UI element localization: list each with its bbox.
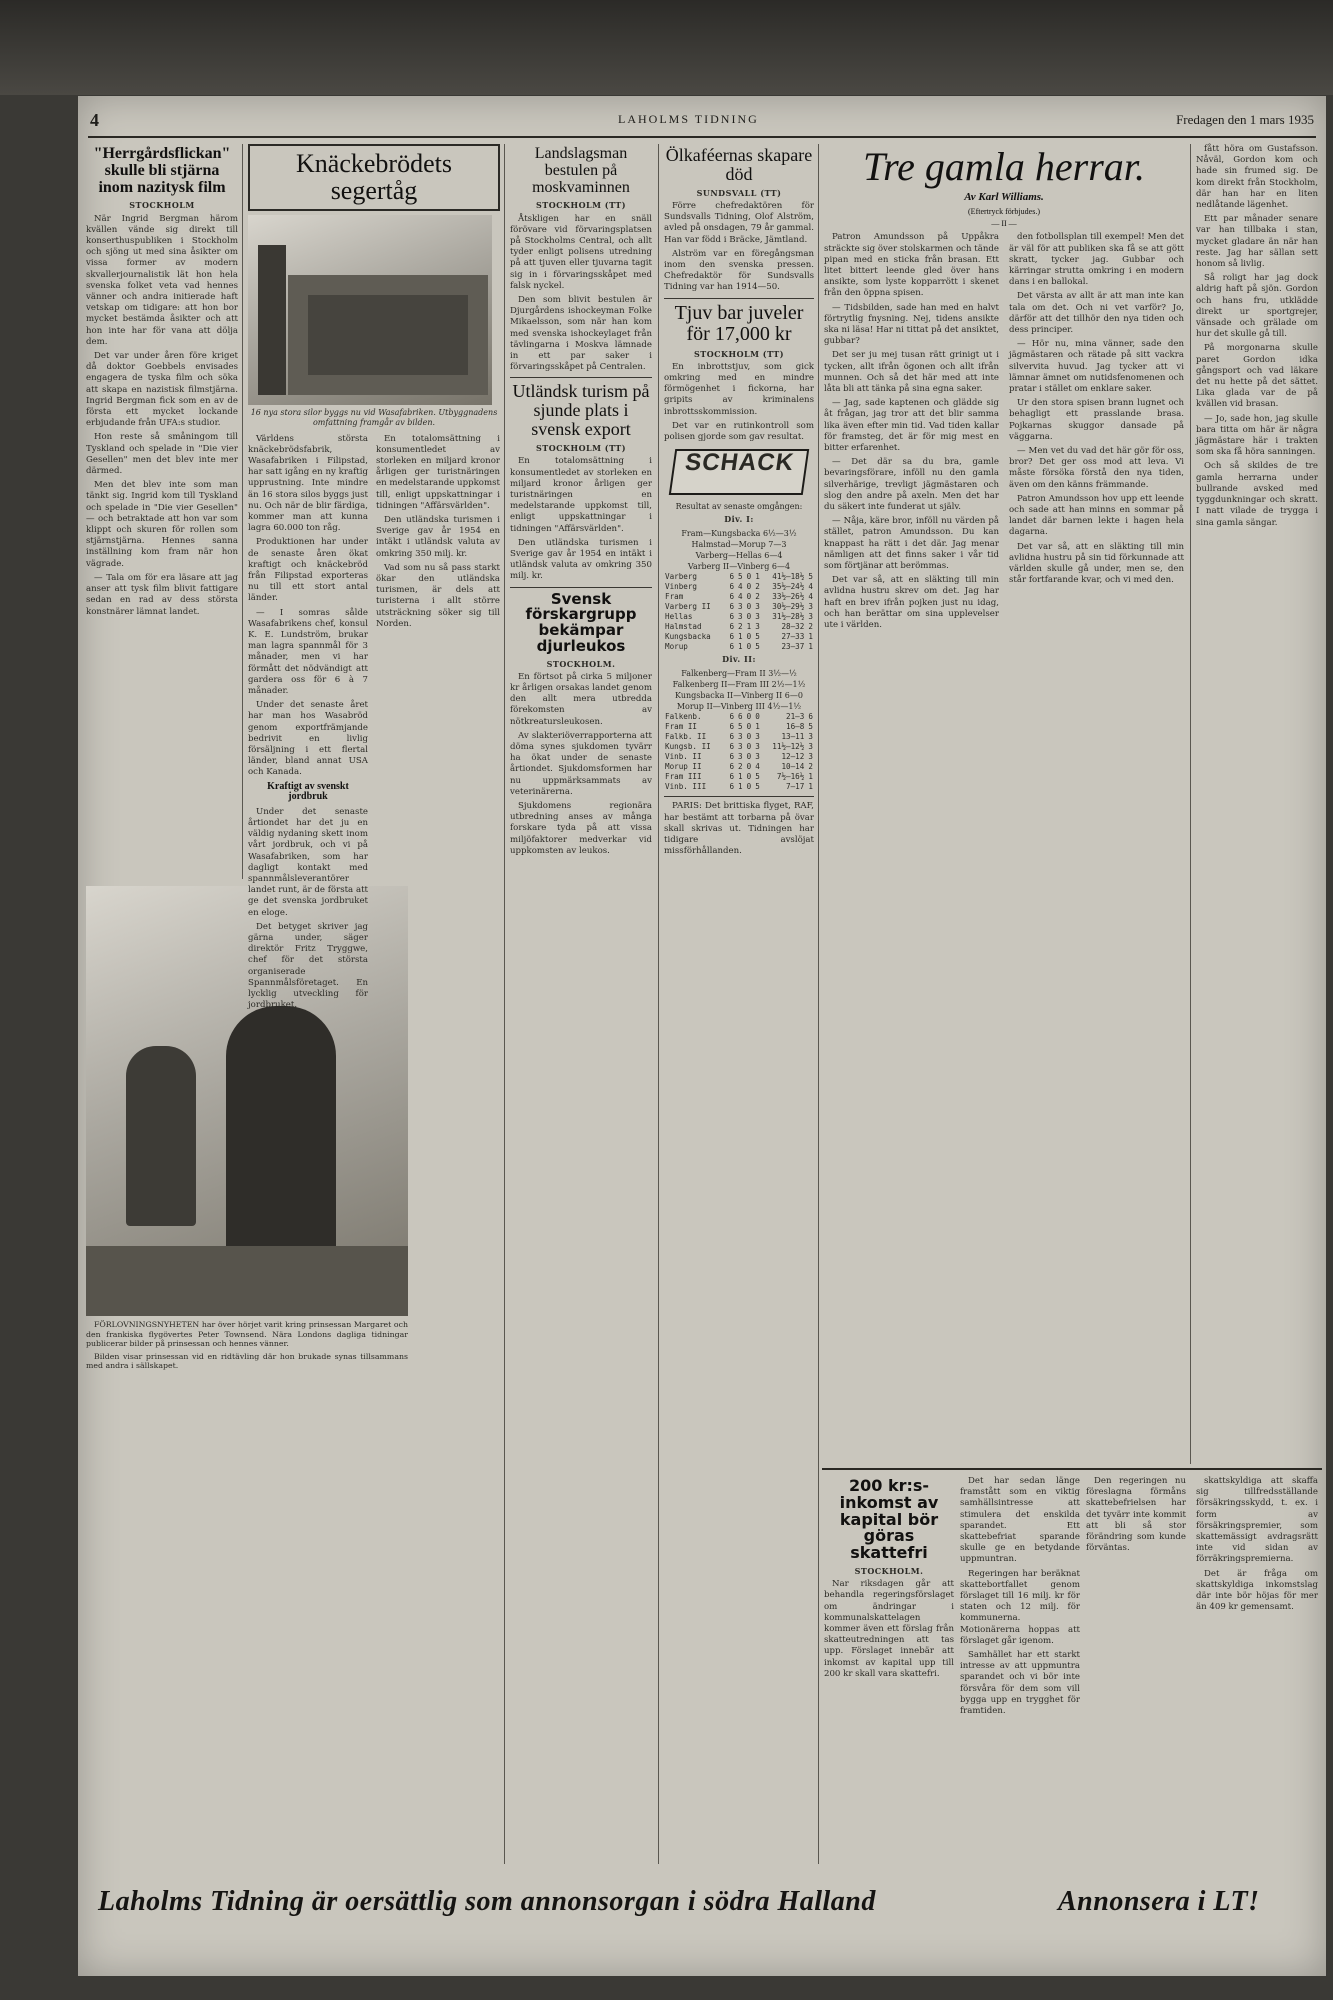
paragraph: Det är fråga om skattskyldiga inkomstslag där inte bör höjas för mer än 409 kr gemensamt. [1196,1568,1318,1613]
column-kapitalinkomst [824,1476,954,1866]
division-results [664,668,814,713]
paragraph: — Det där sa du bra, gamle bevaringsförare, inföll nu den gamla silverhärige, trevligt jägmästaren och slog den andre på axeln. Men det har du säkert inte funderat ut själv. [824,457,999,512]
standings-table-div2 [664,712,814,792]
article-title: Ölkaféernas skapare död [665,145,813,184]
stat-cell: 1 [738,632,743,642]
stat-cell: 31½—28½ [772,612,805,622]
headline-box [248,144,500,211]
stat-cell: 6 [729,742,735,752]
running-header [78,110,1326,132]
stat-cell: 6 [729,732,735,742]
paragraph: Det betyget skriver jag gärna under, säger direktör Fritz Tryggwe, chef för det största organiserade Spannmålsföretaget. En lycklig utveckling för jordbruket. [248,921,368,1011]
paragraph: Åtskligen har en snäll förövare vid förvaringsplatsen på Stockholms Central, och allt tyder enligt polisens utredning på att tjuven eller tjuvarna tagit sig in i förvaringsskåpet med falsk nyckel. [510,213,652,291]
stat-cell: 3 [755,742,760,752]
paragraph: Patron Amundsson hov upp ett leende och sade att han minns en sommar på landet där barnen lekte i hagen hela dagarna. [1009,493,1184,538]
stat-cell: 5 [755,632,760,642]
stat-cell: 33½—26½ [772,592,805,602]
silo-photo [248,215,492,405]
paragraph: Det var så, att en släkting till min avlidna hustru skrev om det. Jag har haft en brev ifrån pojken just nu idag, och han berättar om sina upplevelser ute i världen. [824,575,999,631]
dateline: STOCKHOLM (TT) [535,443,626,454]
paragraph: Den som blivit bestulen är Djurgårdens ishockeyman Folke Mikaelsson, som när han kom med svenska ishockeylaget från tävlingarna i Moskva lämnade in ett par saker i förvaringsskåpet på Centralen. [510,295,652,373]
paragraph: Ur den stora spisen brann lugnet och behagligt ett prasslande brasa. Pojkarnas skuggor dansade på väggarna. [1009,398,1184,442]
stat-cell: 35½—24½ [772,582,805,592]
stat-cell: 3 [808,742,813,752]
stat-cell: 6 [729,762,735,772]
paragraph: Den regeringen nu föreslagna förmåns skattebefrielsen har det tyvärr inte kommit att bli så stor förändring som kunde förväntas. [1086,1476,1186,1554]
stat-cell: 2 [808,762,813,772]
footer-advertisement [98,1886,1308,1926]
newspaper-page [78,96,1326,1976]
article-title: "Herrgårdsflickan" skulle bli stjärna inom nazitysk film [93,145,231,196]
copyright-note: (Eftertryck förbjudes.) [968,206,1040,216]
stat-cell: 0 [746,642,752,652]
byline: Av Karl Williams. [964,191,1044,203]
paragraph: Det var en rutinkontroll som polisen gjorde som gav resultat. [664,420,814,443]
paragraph: — Men vet du vad det här gör för oss, bror? Det ger oss mod att leva. Vi måste försöka förstå den nya tiden, även om den känns främmande. [1009,445,1184,490]
stat-cell: 7—17 [786,782,805,792]
paragraph: En totalomsättning i konsumentledet av storleken en miljard kronor årligen ger turistnäringen en medelstarande uppkomst till, enligt uppskattningar i tidningen "Affärsvärlden". [376,433,500,511]
stat-cell: 3 [808,612,813,622]
paragraph: Patron Amundsson på Uppåkra sträckte sig över stolskarmen och tände pipan med en sticka från brasan. Ett litet bittert leende gled över hans ansikte, som lyste kopparrött i skenet från den öppna spisen. [824,232,999,299]
stat-cell: 3 [755,622,760,632]
column-divider [658,144,659,1864]
stat-cell: 3 [808,752,813,762]
standings-row [664,772,814,782]
stat-cell: 6 [729,772,735,782]
stat-cell: 5 [738,572,743,582]
match-result: Varberg II—Vinberg 6—4 [687,562,791,572]
stat-cell: 0 [746,602,752,612]
stat-cell: 6 [729,582,735,592]
stat-cell: 6 [729,612,735,622]
paragraph: Det har sedan länge framstått som en viktig samhällsintresse att stimulera det enskilda sparandet. Ett skattebefriat sparande skulle ge en betydande uppmuntran. [960,1476,1080,1565]
stat-cell: 6 [729,622,735,632]
paragraph: Så roligt har jag dock aldrig haft på sjön. Gordon och hans fru, utklädde direkt ur sportgrejer, vänsade och grälade om hur det skulle gå till. [1196,273,1318,340]
paragraph: En totalomsättning i konsumentledet av storleken en miljard kronor årligen ger turistnäringen en medelstarande uppkomst till, enligt uppskattningar i tidningen "Affärsvärlden". [510,456,652,534]
paragraph: den fotbollsplan till exempel! Men det är väl för att publiken ska få se att gött skratt, tycker jag. Gubbar och kärringar strutta omkring i en modern dans i en ballokal. [1009,232,1184,288]
section-rule [822,1468,1322,1470]
paragraph: Av slakteriöverrapporterna att döma synes sjukdomen tyvärr ha ökat under de senaste årtiondet. Sjukdomsformen har nu uppmärksammats av veterinärerna. [510,730,652,797]
paragraph: PARIS: Det brittiska flyget, RAF, har bestämt att torbarna på övar skall skrivas ut. Tidningen har tidigare avslöjat missförhållanden. [664,801,814,857]
paragraph: Världens största knäckebrödsfabrik, Wasafabriken i Filipstad, har satt igång en ny kraftig upprustning. Inte mindre än 16 stora silos byggs just nu. Och när de blir färdiga, kommer man att kunna lagra 60.000 ton råg. [248,433,368,534]
paragraph: På morgonarna skulle paret Gordon idka gångsport och vad läkare det nu hette på det sättet. Lika glada var de på kvällen vid brasan. [1196,343,1318,410]
standings-row [664,742,814,752]
stat-cell: 5 [755,772,760,782]
stat-cell: 5 [808,722,813,732]
stat-cell: 3 [738,742,743,752]
team-name: Varberg II [665,602,711,612]
stat-cell: 1 [808,782,813,792]
match-result: Morup II—Vinberg III 4½—1½ [676,702,802,712]
match-result: Fram—Kungsbacka 6½—3½ [681,528,797,538]
paragraph: Det var under åren före kriget då doktor Goebbels envisades engagera de tyska film och söka att skapa en nazistisk filmstjärna. Ingrid Bergman fick som en av de första ett mycket lockande erbjudande från UFA:s studior. [86,351,238,429]
division-heading: Div. I: [724,514,754,525]
stat-cell: 0 [746,752,752,762]
stat-cell: 3 [755,612,760,622]
stat-cell: 0 [746,572,752,582]
division-heading: Div. II: [722,654,756,665]
article-title: Tjuv bar juveler för 17,000 kr [674,301,804,345]
stat-cell: 1 [755,722,760,732]
dateline: STOCKHOLM (TT) [535,200,626,211]
stat-cell: 4 [755,762,760,772]
team-name: Varberg [665,572,698,582]
dateline: STOCKHOLM (TT) [693,348,784,359]
dateline: STOCKHOLM. [854,1565,924,1576]
paragraph: — I somras sålde Wasafabrikens chef, konsul K. E. Lundström, brukar man lagra spannmål för 3 månader, men vi har förmått det nödvändigt att gardera oss för 6 à 7 månader. [248,607,368,697]
standings-row [664,762,814,772]
stat-cell: 0 [746,592,752,602]
stat-cell: 1 [808,632,813,642]
page-number: 4 [90,110,99,130]
footer-cta: Annonsera i LT! [1058,1886,1260,1917]
stat-cell: 30½—29½ [772,602,805,612]
paragraph: — Hör nu, mina vänner, sade den jägmästaren och rätade på sitt vackra silvervita huvud. Jag tycker att vi lämnar ämnet om nutidsfenomenen och pratar i stället om enklare saker. [1009,339,1184,394]
stat-cell: 1 [808,772,813,782]
stat-cell: 0 [746,772,752,782]
stat-cell: 0 [746,612,752,622]
footer-slogan: Laholms Tidning är oersättlig som annonsorgan i södra Halland [98,1886,876,1917]
column-divider [1190,144,1191,1464]
standings-row [664,572,814,582]
column-olkafeer [664,144,814,1869]
team-name: Vinberg [665,582,698,592]
stat-cell: 1 [738,642,743,652]
paragraph: Sjukdomens regionära utbredning anses av många forskare tyda på att vissa miljöfaktorer medverkar vid uppkomsten av leukos. [510,800,652,856]
division-results [664,528,814,573]
photo-caption-block [86,1320,408,1410]
paragraph: En inbrottstjuv, som gick omkring med en mindre förmögenhet i fickorna, har gripits av kriminalens inbrottsskommission. [664,361,814,417]
stat-cell: 1 [746,622,752,632]
team-name: Kungsb. II [665,742,711,752]
paragraph: Det ser ju mej tusan rätt grinigt ut i tycken, allt ifrån ögonen och allt ifrån munnen. Och så det här med att inte låta bli att tänka på sina egna saker. [824,350,999,394]
paragraph: Bilden visar prinsessan vid en ridtävling där hon brukade synas tillsammans med andra i sällskapet. [86,1351,408,1371]
paragraph: — Jag, sade kaptenen och glädde sig åt frågan, jag tror att det blir samma lika även efter min tid. Vad tiden kallar för framsteg, det är för mig mest en bitter erfarenhet. [824,398,999,453]
standings-row [664,722,814,732]
part-marker: — II — [991,218,1017,228]
stat-cell: 0 [746,782,752,792]
column-divider [504,144,505,1864]
standings-row [664,602,814,612]
stat-cell: 1 [755,572,760,582]
stat-cell: 6 [729,642,735,652]
paragraph: Samhället har ett starkt intresse av att uppmuntra sparandet och vi bör inte försvåra för dem som vill bygga upp en trygghet för framtiden. [960,1650,1080,1717]
stat-cell: 3 [738,602,743,612]
stat-cell: 3 [755,752,760,762]
article-title: Utländsk turism på sjunde plats i svensk export [512,381,650,440]
stat-cell: 2 [755,592,760,602]
team-name: Falkenb. [665,712,702,722]
column-kapitalinkomst-2 [960,1476,1080,1866]
stat-cell: 13—11 [781,732,805,742]
stat-cell: 3 [738,732,743,742]
match-result: Halmstad—Morup 7—3 [691,539,787,549]
stat-cell: 6 [738,712,743,722]
team-name: Fram [665,592,684,602]
stat-cell: 5 [755,642,760,652]
column-divider [242,144,243,879]
chess-logo [669,449,809,495]
stat-cell: 3 [738,612,743,622]
stat-cell: 5 [738,722,743,732]
team-name: Halmstad [665,622,702,632]
standings-row [664,622,814,632]
header-rule [88,136,1316,138]
paragraph: fått höra om Gustafsson. Nåväl, Gordon kom och hade sin frumed sig. De kom direkt från Stockholm, där han har en liten nedlåtande lägenhet. [1196,144,1318,211]
standings-row [664,732,814,742]
team-name: Fram III [665,772,702,782]
stat-cell: 0 [746,712,752,722]
stat-cell: 23—37 [781,642,805,652]
stat-cell: 21—3 [786,712,805,722]
standings-row [664,582,814,592]
paragraph: — Tidsbilden, sade han med en halvt förtrytlig fnysning. Nej, tidens ansikte ska ni läsa! Har ni tittat på det ansiktet, gubbar? [824,302,999,347]
stat-cell: 0 [746,632,752,642]
stat-cell: 4 [738,592,743,602]
team-name: Morup [665,642,688,652]
column-knackebrod [248,144,500,1011]
paragraph: Nar riksdagen går att behandla regeringsförslaget om ändringar i kommunalskattelagen kommer även ett förslag från skatteutredningen att tas upp. Förslaget innebär att inkomst av kapital upp till 200 kr skall vara skattefri. [824,1579,954,1679]
paper-name: LAHOLMS TIDNING [618,112,759,126]
dateline: STOCKHOLM. [546,658,616,669]
stat-cell: 41½—18½ [772,572,805,582]
stat-cell: 4 [808,592,813,602]
stat-cell: 11½—12½ [772,742,805,752]
stat-cell: 2 [738,622,743,632]
stat-cell: 6 [729,782,735,792]
standings-row [664,612,814,622]
stat-cell: 3 [755,732,760,742]
stat-cell: 16—8 [786,722,805,732]
paragraph: En förtsot på cirka 5 miljoner kr årligen orsakas landet genom den allt mera utbredda förekomsten av nötkreatursleukosen. [510,671,652,727]
stat-cell: 6 [729,602,735,612]
paragraph: Regeringen har beräknat skattebortfallet genom förslaget till 16 milj. kr för staten och 12 milj. för kommunerna. Motionärerna hoppas att förslaget går igenom. [960,1568,1080,1646]
paragraph: Produktionen har under de senaste åren ökat kraftigt och knäckebröd från Filipstad exporteras nu till ett stort antal länder. [248,537,368,604]
stat-cell: 6 [808,712,813,722]
team-name: Fram II [665,722,698,732]
stat-cell: 3 [738,752,743,762]
stat-cell: 4 [738,582,743,592]
chess-logo-text: SCHACK [683,449,796,477]
paragraph: Under det senaste årtiondet har det ju en väldig nydaning skett inom vårt jordbruk, och vi på Wasafabriken, som har dagligt kontakt med spannmålsleverantörer landet runt, är de första att ge det svenska jordbruket en eloge. [248,806,368,918]
stat-cell: 1 [738,772,743,782]
stat-cell: 2 [808,622,813,632]
team-name: Vinb. III [665,782,707,792]
column-skatt [1196,1476,1318,1866]
paragraph: Alström var en föregångsman inom den svenska pressen. Chefredaktör för Sundsvalls Tidning var han 1914—50. [664,248,814,293]
paragraph: — Nåja, käre bror, inföll nu värden på stället, patron Amundsson. Du kan knappast ha rätt i det där. Jag menar nämligen att det finns saker i vår tid som förtjänar att berömmas. [824,516,999,572]
article-title: 200 kr:s-inkomst av kapital bör göras skattefri [839,1476,939,1563]
standings-row [664,642,814,652]
story-title: Tre gamla herrar. [863,144,1145,189]
photo-caption: FÖRLOVNINGSNYHETEN har över hörjet varit kring prinsessan Margaret och den frankiska flygövertes Peter Townsend. Nära Londons dagliga tidningar publicerar bilder på prinsessan och hennes vänner. [86,1320,408,1349]
dateline: STOCKHOLM [129,200,195,211]
article-title: Svensk förskargrupp bekämpar djurleukos [525,589,637,655]
dateline: SUNDSVALL (TT) [696,187,782,198]
stat-cell: 3 [808,732,813,742]
paragraph: Hon reste så småningom till Tyskland och spelade in "Die vier Gesellen" men det blev inte mer därmed. [86,432,238,477]
standings-row [664,712,814,722]
stat-cell: 2 [738,762,743,772]
team-name: Kungsbacka [665,632,711,642]
team-name: Vinb. II [665,752,702,762]
issue-date: Fredagen den 1 mars 1935 [1176,112,1314,127]
team-name: Morup II [665,762,702,772]
paragraph: Den utländska turismen i Sverige gav år 1954 en intäkt i utländsk valuta av omkring 350 milj. kr. [376,515,500,559]
standings-row [664,782,814,792]
paragraph: skattskyldiga att skaffa sig tillfredsställande försäkringsskydd, t. ex. i form av försäkringspremier, som skattemässigt avdragsrätt inte vid sidan av förräkringspremierna. [1196,1476,1318,1565]
paragraph: Under det senaste året har man hos Wasabröd genom exportfrämjande bedrivit en livlig försäljning i ett flertal länder, bland annat USA och Kanada. [248,700,368,778]
paragraph: Det var så, att en släkting till min avlidna hustru på sin tid förkunnade att världen skulle gå under, men se, den står fortfarande kvar, och vi med den. [1009,541,1184,586]
subheading: Kraftigt av svenskt jordbruk [267,780,349,803]
match-result: Kungsbacka II—Vinberg II 6—0 [675,691,803,701]
stat-cell: 6 [729,572,735,582]
paragraph: Den utländska turismen i Sverige gav år 1954 en intäkt i utländsk valuta av omkring 350 milj. kr. [510,537,652,582]
paragraph: När Ingrid Bergman härom kvällen vände sig direkt till konserthuspubliken i Stockholm och sjöng ut med sina åsikter om vissa former av modern skvallerjournalistik lät hon hela svenska folket veta vad hennes vänner och andra initierade haft vetskap om tidigare: att hon bor mycket bestämda åsikter och att hon inte har för vana att dölja dem. [86,213,238,347]
paragraph: Förre chefredaktören för Sundsvalls Tidning, Olof Alström, avled på onsdagen, 79 år gammal. Han var född i Bräcke, Jämtland. [664,200,814,245]
column-landslagsman [510,144,652,1869]
column-story-continued [1196,144,1318,1464]
stat-cell: 6 [729,752,735,762]
stat-cell: 3 [755,602,760,612]
column-kapitalinkomst-3 [1086,1476,1186,1866]
stat-cell: 1 [738,782,743,792]
stat-cell: 6 [729,722,735,732]
stat-cell: 12—12 [781,752,805,762]
paragraph: — Jo, sade hon, jag skulle bara titta om här är några jägmästare här i trakten som ska få höra sanningen. [1196,413,1318,458]
team-name: Hellas [665,612,693,622]
stat-cell: 4 [808,582,813,592]
standings-row [664,752,814,762]
stat-cell: 6 [729,632,735,642]
standings-row [664,632,814,642]
paragraph: Vad som nu så pass starkt ökar den utländska turismen, är dels att turisterna i allt större utsträckning söker sig till Norden. [376,562,500,629]
match-result: Varberg—Hellas 6—4 [695,551,783,561]
team-name: Falkb. II [665,732,707,742]
stat-cell: 5 [808,572,813,582]
stat-cell: 6 [729,712,735,722]
article-title: Landslagsman bestulen på moskvaminnen [532,145,630,196]
paragraph: Det värsta av allt är att man inte kan tala om det. Och ni vet varför? Jo, därför att det tillhör den nya tiden och dess principer. [1009,291,1184,335]
paragraph: Ett par månader senare var han tillbaka i stan, mycket gladare än när han reste. Jag har sällan sett honom så livlig. [1196,214,1318,270]
stat-cell: 0 [746,582,752,592]
stat-cell: 1 [808,642,813,652]
stat-cell: 0 [746,722,752,732]
chess-subtitle: Resultat av senaste omgången: [675,502,803,512]
article-title: Knäckebrödets segertåg [296,149,452,206]
stat-cell: 6 [729,592,735,602]
paragraph: Och så skildes de tre gamla herrarna under bullrande avsked med tyggdunkningar och skratt. I natt vilade de trygga i sina gamla sängar. [1196,461,1318,528]
match-result: Falkenberg—Fram II 3½—½ [681,668,797,678]
stat-cell: 0 [746,762,752,772]
stat-cell: 27—33 [781,632,805,642]
stat-cell: 0 [746,732,752,742]
column-tre-gamla-herrar [824,144,1184,1464]
column-divider [818,144,819,1864]
stat-cell: 7½—16½ [776,772,805,782]
stat-cell: 5 [755,782,760,792]
stat-cell: 0 [746,742,752,752]
paragraph: Men det blev inte som man tänkt sig. Ingrid kom till Tyskland och spelade in "Die vier Gesellen" — och betraktade att hon var som klippt och skuren för rollen som stjärnstjärna. Hennes sanna inställning kom fram när hon vägrade. [86,480,238,569]
scan-background [0,0,1333,95]
stat-cell: 0 [755,712,760,722]
stat-cell: 2 [755,582,760,592]
paragraph: — Tala om för era läsare att jag anser att tysk film blivit fattigare sedan en rad av dess största konstnärer lämnat landet. [86,572,238,617]
standings-row [664,592,814,602]
match-result: Falkenberg II—Fram III 2½—1½ [672,679,806,689]
stat-cell: 28—32 [781,622,805,632]
stat-cell: 3 [808,602,813,612]
standings-table-div1 [664,572,814,652]
photo-caption: 16 nya stora silor byggs nu vid Wasafabriken. Utbyggnadens omfattning framgår av bilden. [250,407,498,427]
stat-cell: 10—14 [781,762,805,772]
